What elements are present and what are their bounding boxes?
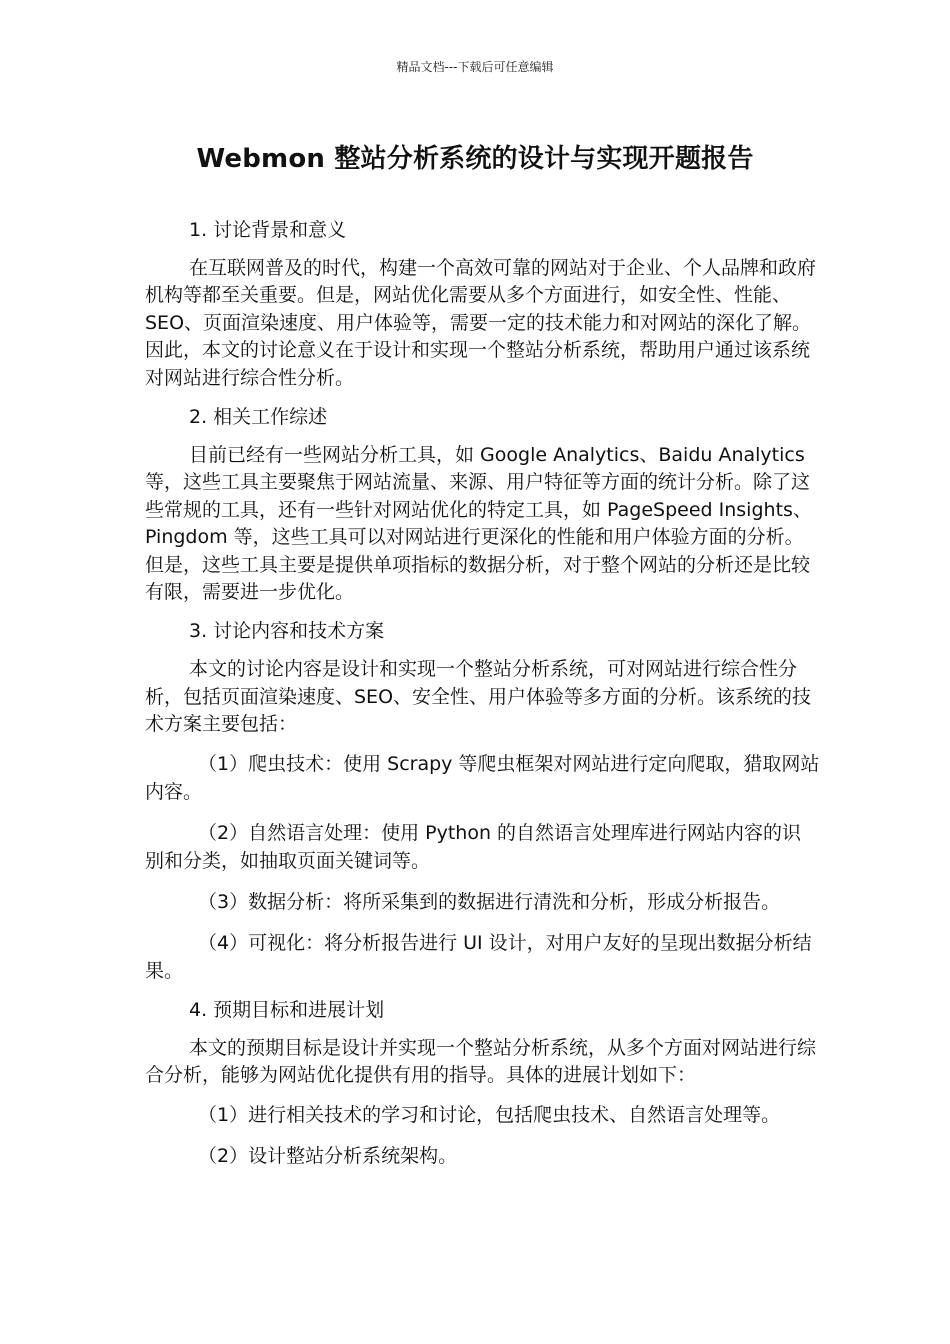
document-body	[145, 216, 820, 1183]
section-heading-background: 1. 讨论背景和意义	[189, 219, 347, 241]
section-paragraph-background: 在互联网普及的时代，构建一个高效可靠的网站对于企业、个人品牌和政府机构等都至关重要。但是，网站优化需要从多个方面进行，如安全性、性能、SEO、页面渲染速度、用户体验等，需要一定的技术能力和对网站的深化了解。因此，本文的讨论意义在于设计和实现一个整站分析系统，帮助用户通过该系统对网站进行综合性分析。	[145, 257, 817, 389]
list-item: （3）数据分析：将所采集到的数据进行清洗和分析，形成分析报告。	[198, 890, 781, 913]
document-title: Webmon 整站分析系统的设计与实现开题报告	[196, 144, 754, 174]
section-paragraph-technical-plan: 本文的讨论内容是设计和实现一个整站分析系统，可对网站进行综合性分析，包括页面渲染速度、SEO、安全性、用户体验等多方面的分析。该系统的技术方案主要包括：	[145, 658, 812, 736]
section-heading-technical-plan: 3. 讨论内容和技术方案	[189, 620, 385, 643]
list-item: （1）爬虫技术：使用 Scrapy 等爬虫框架对网站进行定向爬取，猎取网站内容。	[145, 752, 820, 803]
list-item: （1）进行相关技术的学习和讨论，包括爬虫技术、自然语言处理等。	[198, 1103, 781, 1126]
list-item: （2）设计整站分析系统架构。	[198, 1144, 458, 1167]
list-item: （2）自然语言处理：使用 Python 的自然语言处理库进行网站内容的识别和分类，如抽取页面关键词等。	[145, 821, 802, 872]
section-paragraph-goals-schedule: 本文的预期目标是设计并实现一个整站分析系统，从多个方面对网站进行综合分析，能够为网站优化提供有用的指导。具体的进展计划如下：	[145, 1036, 817, 1087]
section-paragraph-related-work: 目前已经有一些网站分析工具，如 Google Analytics、Baidu Analytics 等，这些工具主要聚焦于网站流量、来源、用户特征等方面的统计分析。除了这些常规的工具，还有一些针对网站优化的特定工具，如 PageSpeed Insights、Pingdom 等，这些工具可以对网站进行更深化的性能和用户体验方面的分析。但是，这些工具主要是提供单项指标的数据分析，对于整个网站的分析还是比较有限，需要进一步优化。	[145, 444, 812, 604]
page-header-note: 精品文档---下载后可任意编辑	[396, 60, 554, 74]
list-item: （4）可视化：将分析报告进行 UI 设计，对用户友好的呈现出数据分析结果。	[145, 931, 812, 982]
section-heading-related-work: 2. 相关工作综述	[189, 406, 328, 429]
section-heading-goals-schedule: 4. 预期目标和进展计划	[189, 998, 385, 1021]
